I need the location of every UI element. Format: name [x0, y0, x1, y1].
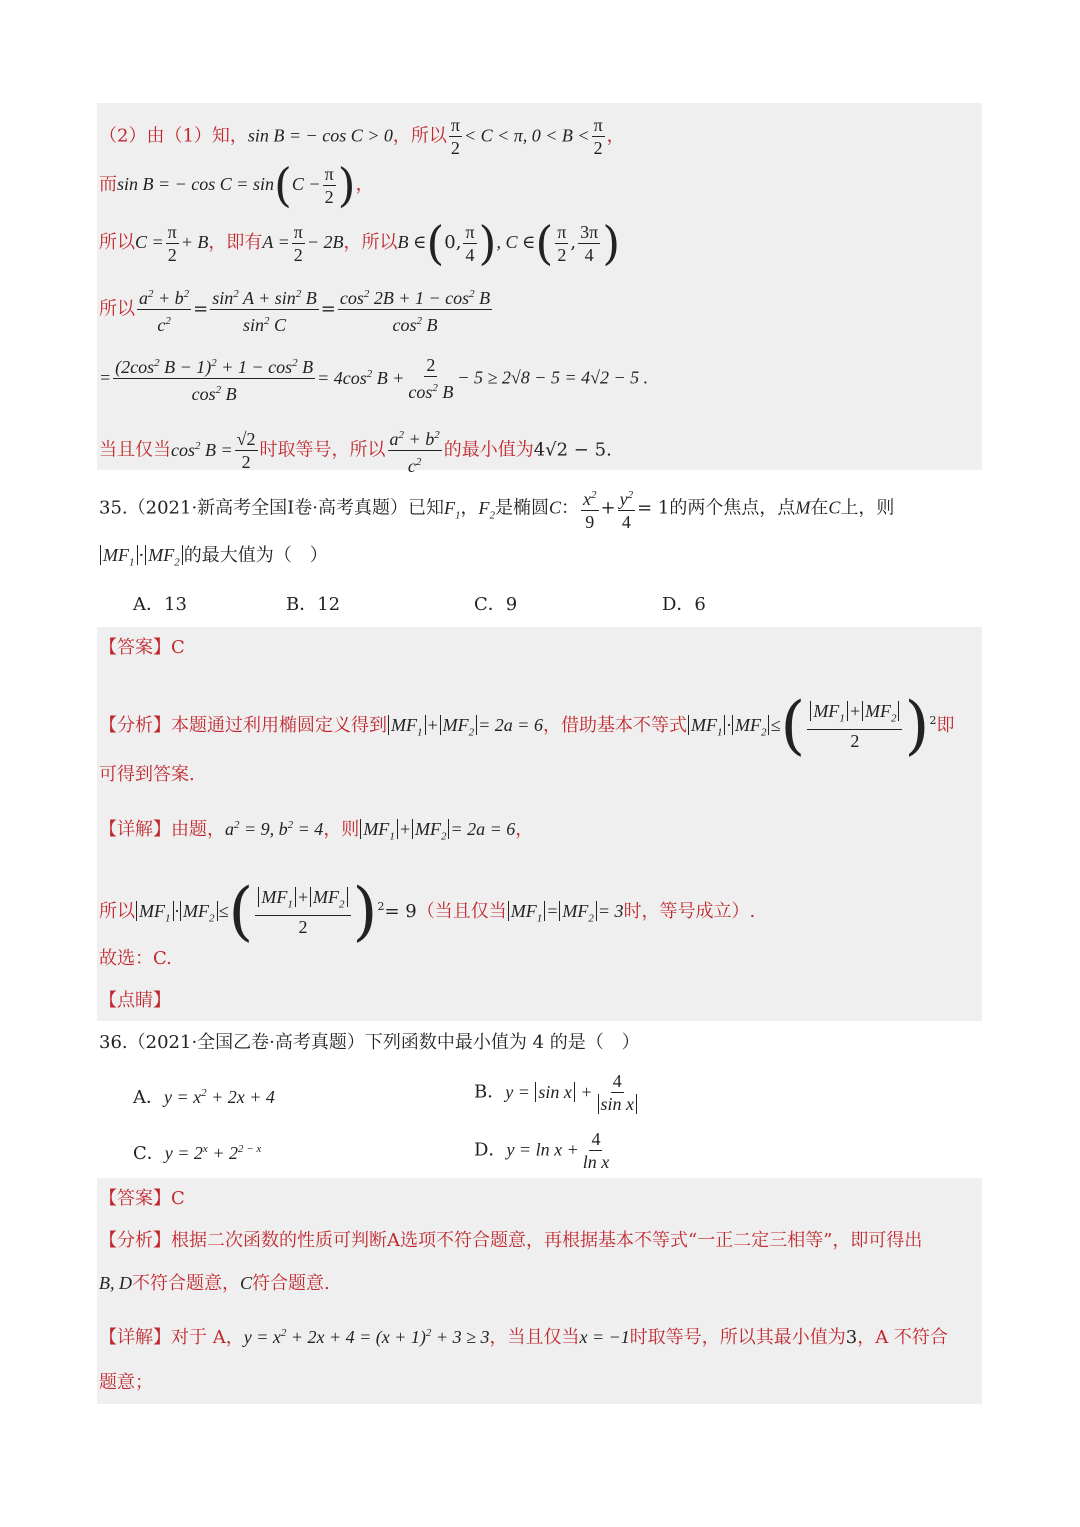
fraction: $\frac{MF_1 + MF_2}{2}$ — [807, 700, 902, 753]
fraction: $\frac{\pi}{4}$ — [465, 221, 475, 265]
fraction: $\frac{x^2}{9}$ — [581, 484, 599, 533]
fraction: $\frac{4}{\text{sin x}}$ — [595, 1070, 641, 1115]
q35-detail-line-2: 所以 $MF_1 \cdot MF_2$ ≤( $\frac{MF_1 + MF_2}{2}$ )$^2$= 9（当且仅当 $MF_1 = MF_2 = 3$时，等号成立）. — [99, 875, 756, 949]
q36-option-d: D．y = ln x + $\frac{4}{\text{ln x}}$ — [474, 1129, 610, 1172]
q35-detail-line-1: 【详解】由题，$a^2 = 9$, $b^2 = 4$，则 $MF_1 + MF_2 = 2a = 6$， — [99, 819, 534, 843]
part2-line-2: 而sin B = − cos C = sin(C − $\frac{\pi}{2}$ )， — [99, 158, 374, 212]
q36-stem: 36.（2021·全国乙卷·高考真题）下列函数中最小值为 4 的是（ ） — [99, 1032, 640, 1053]
fraction: $\frac{√2}{2}$ — [236, 429, 256, 472]
fraction: $\frac{4}{\text{ln x}}$ — [582, 1129, 610, 1172]
fraction: $\frac{a^2 + b^2}{c^2}$ — [388, 424, 442, 477]
question-number: 36. — [99, 1032, 128, 1053]
part2-line-5: = $\frac{(2\cos^2 B - 1)^2 + 1 - \cos^2 B}{\cos^2 B}$ = $4\cos^2$ B + $\frac{2}{\cos^2 B}$ − 5 ≥ 2√8 − 5 = 4√2 − 5 . — [99, 352, 648, 405]
q35-option-d: D．6 — [662, 594, 706, 615]
fraction: $\frac{\cos^2 2B + 1 - \cos^2 B}{\cos^2 B}$ — [338, 283, 492, 336]
q35-analysis-line-1: 【分析】本题通过利用椭圆定义得到 $MF_1 + MF_2 = 2a = 6$，借助基本不等式 $MF_1 \cdot MF_2$ ≤( $\frac{MF_1 + MF_2}{2}$ )$^2$即 — [99, 689, 955, 763]
fraction: $\frac{\pi}{2}$ — [593, 115, 603, 158]
q36-detail-line-2: 题意； — [99, 1372, 153, 1393]
q35-comment: 【点睛】 — [99, 990, 171, 1011]
fraction: $\frac{MF_1 + MF_2}{2}$ — [255, 886, 350, 939]
q35-stem-line-1: 35.（2021·新高考全国Ⅰ卷·高考真题）已知$F_1$，$F_2$是椭圆C： $\frac{x^2}{9}$ + $\frac{y^2}{4}$ = 1的两个焦点，点M在C上，则 — [99, 484, 894, 533]
q36-option-a: A．$y = x^2 + 2x + 4$ — [133, 1087, 275, 1108]
q35-stem-line-2: $MF_1 \cdot MF_2$ 的最大值为（ ） — [99, 542, 328, 576]
fraction: $\frac{\sin^2 A + \sin^2 B}{\sin^2 C}$ — [210, 283, 319, 336]
fraction: $\frac{(2\cos^2 B - 1)^2 + 1 - \cos^2 B}{\cos^2 B}$ — [113, 352, 315, 405]
fraction: $\frac{\pi}{2}$ — [167, 221, 177, 265]
fraction: $\frac{\pi}{2}$ — [450, 115, 460, 158]
fraction: $\frac{\pi}{2}$ — [557, 221, 567, 265]
q36-option-c: C．$y = 2^x + 2^{2 - x}$ — [133, 1143, 262, 1164]
q35-answer: 【答案】C — [99, 637, 185, 658]
q36-option-b: B．y = sin x + $\frac{4}{\text{sin x}}$ — [474, 1070, 642, 1115]
part2-line-6: 当且仅当$\cos^2 B$ = $\frac{√2}{2}$ 时取等号，所以 $\frac{a^2 + b^2}{c^2}$ 的最小值为4√2 − 5. — [99, 424, 612, 477]
fraction: $\frac{2}{\cos^2 B}$ — [408, 355, 454, 402]
fraction: $\frac{3\pi}{4}$ — [580, 221, 599, 265]
q35-option-c: C．9 — [474, 594, 518, 615]
fraction: $\frac{\pi}{2}$ — [324, 163, 334, 207]
q36-answer: 【答案】C — [99, 1188, 185, 1209]
q35-option-b: B．12 — [286, 594, 341, 615]
fraction: $\frac{y^2}{4}$ — [618, 484, 636, 533]
part2-line-4: 所以 $\frac{a^2 + b^2}{c^2}$ = $\frac{\sin^2 A + \sin^2 B}{\sin^2 C}$ = $\frac{\cos^2 2B + 1 - \cos^2 B}{\cos^2 B}$ — [99, 283, 494, 336]
part2-line-1: （2）由（1）知，sin B = − cos C > 0，所以 $\frac{\pi}{2}$ < C < π, 0 < B < $\frac{\pi}{2}$ ， — [99, 115, 625, 158]
part2-line-3: 所以C = $\frac{\pi}{2}$ + B，即有A = $\frac{\pi}{2}$ − 2B，所以B ∈(0, $\frac{\pi}{4}$ ), C ∈( $\frac{\pi}{2}$ , $\frac{3\pi}{4}$ ) — [99, 216, 621, 270]
q36-detail-line-1: 【详解】对于 A，$y = x^2 + 2x + 4 = (x + 1)^2 + 3 \ge 3$，当且仅当x = −1时取等号，所以其最小值为3，A 不符合 — [99, 1327, 948, 1348]
question-source: （2021·新高考全国Ⅰ卷·高考真题） — [127, 497, 409, 519]
question-number: 35. — [99, 497, 128, 519]
q36-analysis-line-1: 【分析】根据二次函数的性质可判断A选项不符合题意，再根据基本不等式“一正二定三相等”，即可得出 — [99, 1230, 923, 1251]
q35-option-a: A．13 — [133, 594, 187, 615]
fraction: $\frac{\pi}{2}$ — [293, 221, 303, 265]
fraction: $\frac{a^2 + b^2}{c^2}$ — [137, 283, 191, 336]
q35-analysis-line-2: 可得到答案. — [99, 764, 195, 785]
q36-analysis-line-2: B, D不符合题意，C符合题意. — [99, 1273, 330, 1294]
question-source: （2021·全国乙卷·高考真题） — [127, 1032, 365, 1053]
q35-choose: 故选：C. — [99, 948, 172, 969]
